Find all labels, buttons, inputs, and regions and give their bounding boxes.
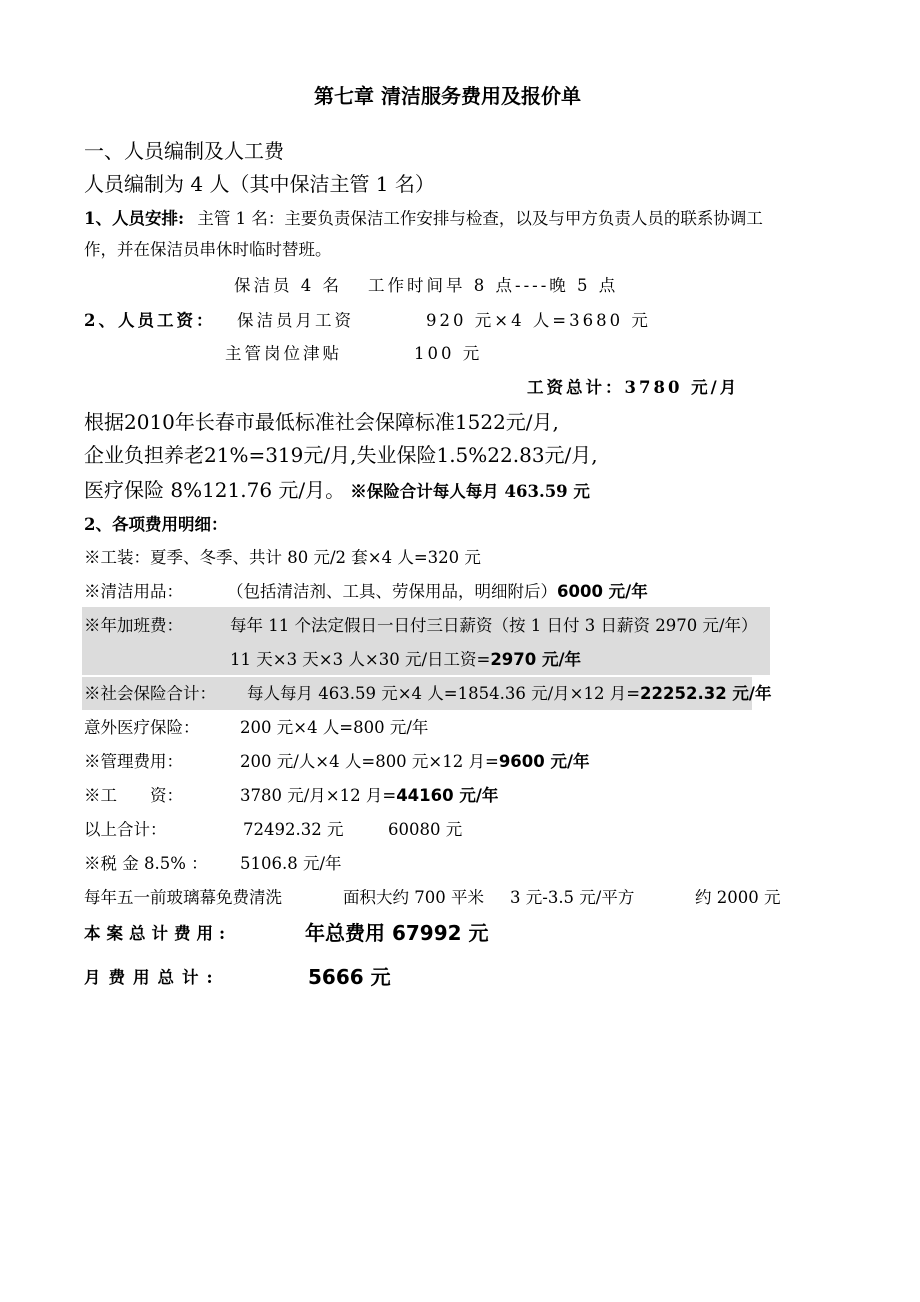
insurance-line-3 xyxy=(84,478,590,502)
subtotal-value-a: 72492.32 元 xyxy=(243,820,344,839)
arrangement-label: 1、人员安排: xyxy=(84,209,185,228)
overtime-calc: 11 天×3 天×3 人×30 元/日工资= xyxy=(230,650,491,669)
staffing-text: 人员编制为 4 人（其中保洁主管 1 名） xyxy=(84,172,435,196)
management-fee-value: 9600 元/年 xyxy=(498,752,590,771)
tax-label: ※税 金 8.5% ： xyxy=(84,854,208,873)
work-hours: 工作时间早 8 点----晚 5 点 xyxy=(368,276,619,295)
insurance-line-2: 企业负担养老21%=319元/月,失业保险1.5%22.83元/月, xyxy=(84,443,598,467)
annual-total-value: 年总费用 67992 元 xyxy=(305,921,489,945)
cleaners-count: 保洁员 4 名 xyxy=(234,276,342,295)
salary-label: ※工 资： xyxy=(84,786,183,805)
monthly-total-value: 5666 元 xyxy=(308,965,391,989)
accident-insurance-label: 意外医疗保险： xyxy=(84,718,200,737)
salary-text: 3780 元/月×12 月= xyxy=(240,786,397,805)
overtime-label: ※年加班费： xyxy=(84,616,183,635)
glass-cleaning-area: 面积大约 700 平米 xyxy=(343,888,484,907)
annual-total-label: 本案总计费用: xyxy=(84,924,232,943)
glass-cleaning-desc: 每年五一前玻璃幕免费清洗 xyxy=(84,888,282,907)
accident-insurance-text: 200 元×4 人=800 元/年 xyxy=(240,718,429,737)
supervisor-allowance-value: 100 元 xyxy=(414,344,483,363)
tax-text: 5106.8 元/年 xyxy=(240,854,342,873)
supplies-label: ※清洁用品： xyxy=(84,582,183,601)
insurance-total: ※保险合计每人每月 463.59 元 xyxy=(350,482,590,501)
salary-line xyxy=(240,786,498,806)
insurance-line-1: 根据2010年长春市最低标准社会保障标准1522元/月, xyxy=(84,410,559,434)
social-insurance-text: 每人每月 463.59 元×4 人=1854.36 元/月×12 月= xyxy=(247,684,641,703)
supplies-value: 6000 元/年 xyxy=(557,582,648,601)
cleaner-wage-value: 920 元×4 人=3680 元 xyxy=(426,311,651,330)
page-title: 第七章 清洁服务费用及报价单 xyxy=(314,84,581,108)
section-heading: 一、人员编制及人工费 xyxy=(84,139,284,163)
cleaner-wage-label: 保洁员月工资 xyxy=(237,311,354,330)
overtime-value: 2970 元/年 xyxy=(490,650,582,669)
medical-insurance-text: 医疗保险 8%121.76 元/月。 xyxy=(84,478,346,502)
glass-cleaning-rate: 3 元-3.5 元/平方 xyxy=(510,888,635,907)
salary-value: 44160 元/年 xyxy=(396,786,499,805)
glass-cleaning-cost: 约 2000 元 xyxy=(695,888,781,907)
arrangement-line xyxy=(84,209,763,229)
details-heading: 2、各项费用明细： xyxy=(84,515,228,534)
wages-total: 工资总计：3780 元/月 xyxy=(527,378,740,397)
overtime-text: 每年 11 个法定假日一日付三日薪资（按 1 日付 3 日薪资 2970 元/年） xyxy=(230,616,758,635)
social-insurance-label: ※社会保险合计： xyxy=(84,684,216,703)
management-fee-text: 200 元/人×4 人=800 元×12 月= xyxy=(240,752,499,771)
management-fee-line xyxy=(240,752,590,772)
social-insurance-value: 22252.32 元/年 xyxy=(640,684,772,703)
uniform-line: ※工装：夏季、冬季、共计 80 元/2 套×4 人=320 元 xyxy=(84,548,481,567)
arrangement-text-cont: 作，并在保洁员串休时临时替班。 xyxy=(84,240,332,259)
subtotal-value-b: 60080 元 xyxy=(388,820,463,839)
management-fee-label: ※管理费用： xyxy=(84,752,183,771)
social-insurance-line xyxy=(247,684,771,704)
overtime-calc-line xyxy=(230,650,581,670)
wages-label: 2、人员工资： xyxy=(84,311,216,330)
monthly-total-label: 月费用总计: xyxy=(84,968,221,987)
supplies-line xyxy=(227,582,648,602)
supervisor-allowance-label: 主管岗位津贴 xyxy=(225,344,342,363)
subtotal-label: 以上合计： xyxy=(84,820,167,839)
supplies-text: （包括清洁剂、工具、劳保用品，明细附后） xyxy=(227,582,557,601)
arrangement-text: 主管 1 名：主要负责保洁工作安排与检查，以及与甲方负责人员的联系协调工 xyxy=(197,209,763,228)
